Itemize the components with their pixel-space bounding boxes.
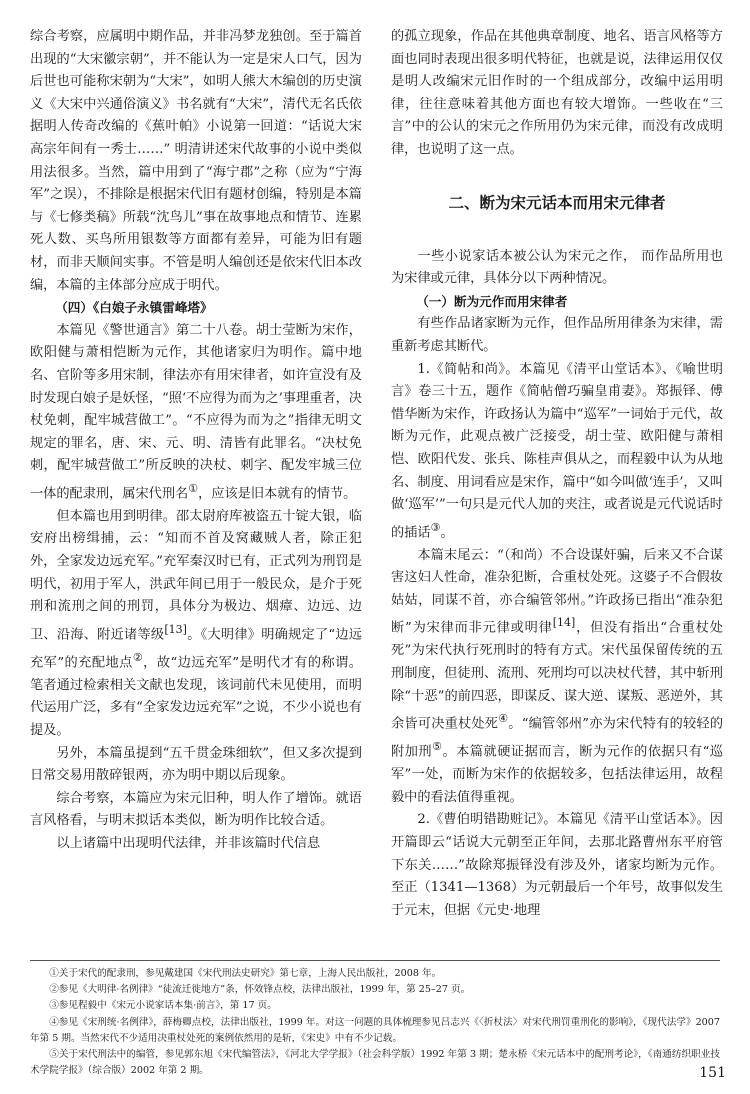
footnote-ref[interactable]: ⑤ — [432, 740, 443, 754]
paragraph: 综合考察，本篇应为宋元旧种，明人作了增饰。就语言风格看，与明末拟话本类似，断为明作比较合适。 — [30, 790, 362, 829]
section-heading-4: （四）《白娘子永镇雷峰塔》 — [55, 300, 213, 316]
footnote: ①关于宋代的配隶刑，参见戴建国《宋代刑法史研究》第七章，上海人民出版社，2008 年。 — [49, 968, 442, 979]
subsection-heading: （一）断为元作而用宋律者 — [416, 293, 568, 309]
footnote-ref[interactable]: ③ — [430, 520, 441, 534]
left-column — [30, 26, 362, 856]
footnote-divider — [30, 960, 720, 961]
citation-ref[interactable]: [13] — [164, 622, 187, 636]
right-column — [391, 26, 723, 922]
footnote-ref[interactable]: ④ — [498, 712, 509, 726]
paragraph: 有些作品诸家断为元作，但作品所用律条为宋律，需重新考虑其断代。 — [391, 316, 723, 354]
paragraph: 1.《简帖和尚》。本篇见《清平山堂话本》、《喻世明言》卷三十五，题作《简帖僧巧骗皇甫妻》。郑振铎、傅惜华断为宋作，许政扬认为篇中“巡军”一词始于元代，故断为元作，此观点被广泛接受，胡士莹、欧阳健与萧相恺、欧阳代发、张兵、陈桂声俱从之，而程毅中认为从地名、制度、用词看应是宋作，篇中“如今叫做‘连手’，又叫做‘巡军’”一句只是元代人加的夹注，或者说是元代说话时的插话③。 — [391, 361, 723, 541]
paragraph: 以上诸篇中出现明代法律，并非该篇时代信息 — [56, 835, 321, 851]
footnote: ⑤关于宋代刑法中的编管，参见郭东旭《宋代编管法》，《河北大学学报》（社会科学版）1992 年第 3 期；楚永桥《宋元话本中的配刑考论》，《南通纺织职业技术学院学报》（综合版）2002 年第 2 期。 — [30, 1049, 720, 1077]
paragraph: 综合考察，应属明中期作品，并非冯梦龙独创。至于篇首出现的“大宋徽宗朝”，并不能认为一定是宋人口气，因为后世也可能称宋朝为“大宋”，如明人熊大木编创的历史演义《大宋中兴通俗演义》书名就有“大宋”，清代无名氏依据明人传奇改编的《蕉叶帕》小说第一回道：“话说大宋高宗年间有一秀士……” 明清讲述宋代故事的小说中类似用法很多。当然，篇中用到了“海宁郡”之称（应为“宁海军”之误），不排除是根据宋代旧有题材创编，特别是本篇与《七修类稿》所载“沈鸟儿”事在故事地点和情节、连累死人数、买鸟所用银数等方面都有差异，可能为旧有题材，而非天顺间实事。不管是明人编创还是依宋代旧本改编，本篇的主体部分应成于明代。 — [30, 29, 362, 293]
footnote: ②参见《大明律·名例律》“徒流迁徙地方”条，怀效锋点校，法律出版社，1999 年，第 25–27 页。 — [49, 984, 471, 996]
paragraph: 的孤立现象，作品在其他典章制度、地名、语言风格等方面也同时表现出很多明代特征，也就是说，法律运用仅仅是明人改编宋元旧作时的一个组成部分，改编中运用明律，往往意味着其他方面也有较大增饰。一些收在“三言”中的公认的宋元之作所用仍为宋元律，而没有改成明律，也说明了这一点。 — [391, 29, 723, 157]
section-title: 二、断为宋元话本而用宋元律者 — [448, 193, 666, 212]
page-number: 151 — [699, 1065, 726, 1081]
footnote-ref[interactable]: ② — [132, 650, 144, 664]
citation-ref[interactable]: [14] — [552, 616, 576, 630]
paragraph: 另外，本篇虽提到“五千贯金珠细软”，但又多次提到日常交易用散碎银两，亦为明中期以后现象。 — [30, 745, 362, 784]
footnote: ③参见程毅中《宋元小说家话本集·前言》，第 17 页。 — [49, 1000, 277, 1012]
footnote-ref[interactable]: ① — [188, 481, 199, 495]
footnotes — [30, 966, 720, 1079]
paragraph: 但本篇也用到明律。邵太尉府库被盗五十锭大银，临安府出榜缉捕，云：“知而不首及窝藏贼人者，除正犯外，全家发边远充军。”充军秦汉时已有，正式列为刑罚是明代，初用于军人，洪武年间已用于一般民众，是介于死刑和流刑之间的刑罚，具体分为极边、烟瘴、边远、边卫、沿海、附近诸等级[13]。《大明律》明确规定了“边远充军”的充配地点②，故“边远充军”是明代才有的称谓。笔者通过检索相关文献也发现，该词前代未见使用，而明代运用广泛，多有“全家发边远充军”之说，不少小说也有提及。 — [30, 508, 362, 738]
paragraph: 一些小说家话本被公认为宋元之作， 而作品所用也为宋律或元律，具体分以下两种情况。 — [391, 248, 723, 287]
paragraph: 2.《曹伯明错勘赃记》。本篇见《清平山堂话本》。因开篇即云“话说大元朝至正年间，去那北路曹州东平府管下东关……”故除郑振铎没有涉及外，诸家均断为元作。至正（1341—1368）为元朝最后一个年号，故事似发生于元末，但据《元史·地理 — [391, 812, 723, 918]
paragraph: 本篇见《警世通言》第二十八卷。胡士莹断为宋作，欧阳健与萧相恺断为元作，其他诸家归为明作。篇中地名、官阶等多用宋制，律法亦有用宋律者，如许宣没有及时发现白娘子是妖怪，“照‘不应得为而为之’事理重者，决杖免刺，配牢城营做工”。“不应得为而为之”指律无明文规定的罪名，唐、宋、元、明、清皆有此罪名。“决杖免刺，配牢城营做工”所反映的决杖、刺字、配发牢城三位一体的配隶刑，属宋代刑名①，应该是旧本就有的情节。 — [30, 322, 362, 502]
paragraph: 本篇末尾云：“（和尚）不合设谋奸骗，后来又不合谋害这妇人性命，准杂犯断，合重杖处死。这婆子不合假妆姑姑，同谋不首，亦合编管邻州。”许政扬已指出“准杂犯断”为宋律而非元律或明律[14]，但没有指出“合重杖处死”为宋代执行死刑时的特有方式。宋代虽保留传统的五刑制度，但徒刑、流刑、死刑均可以决杖代替，其中斩刑除“十恶”的前四恶，即谋反、谋大逆、谋叛、恶逆外，其余皆可决重杖处死④。“编管邻州”亦为宋代特有的较轻的附加刑⑤。本篇就硬证据而言，断为元作的依据只有“巡军”一处，而断为宋作的依据较多，包括法律运用，故程毅中的看法值得重视。 — [391, 547, 724, 805]
footnote: ④参见《宋刑统·名例律》，薛梅卿点校，法律出版社，1999 年。对这一问题的具体梳理参见吕志兴《〈折杖法〉对宋代刑罚重刑化的影响》，《现代法学》2007 年第 5 期。当然宋代不少适用决重杖处死的案例依然用的是斩，《宋史》中有不少记载。 — [30, 1016, 720, 1044]
